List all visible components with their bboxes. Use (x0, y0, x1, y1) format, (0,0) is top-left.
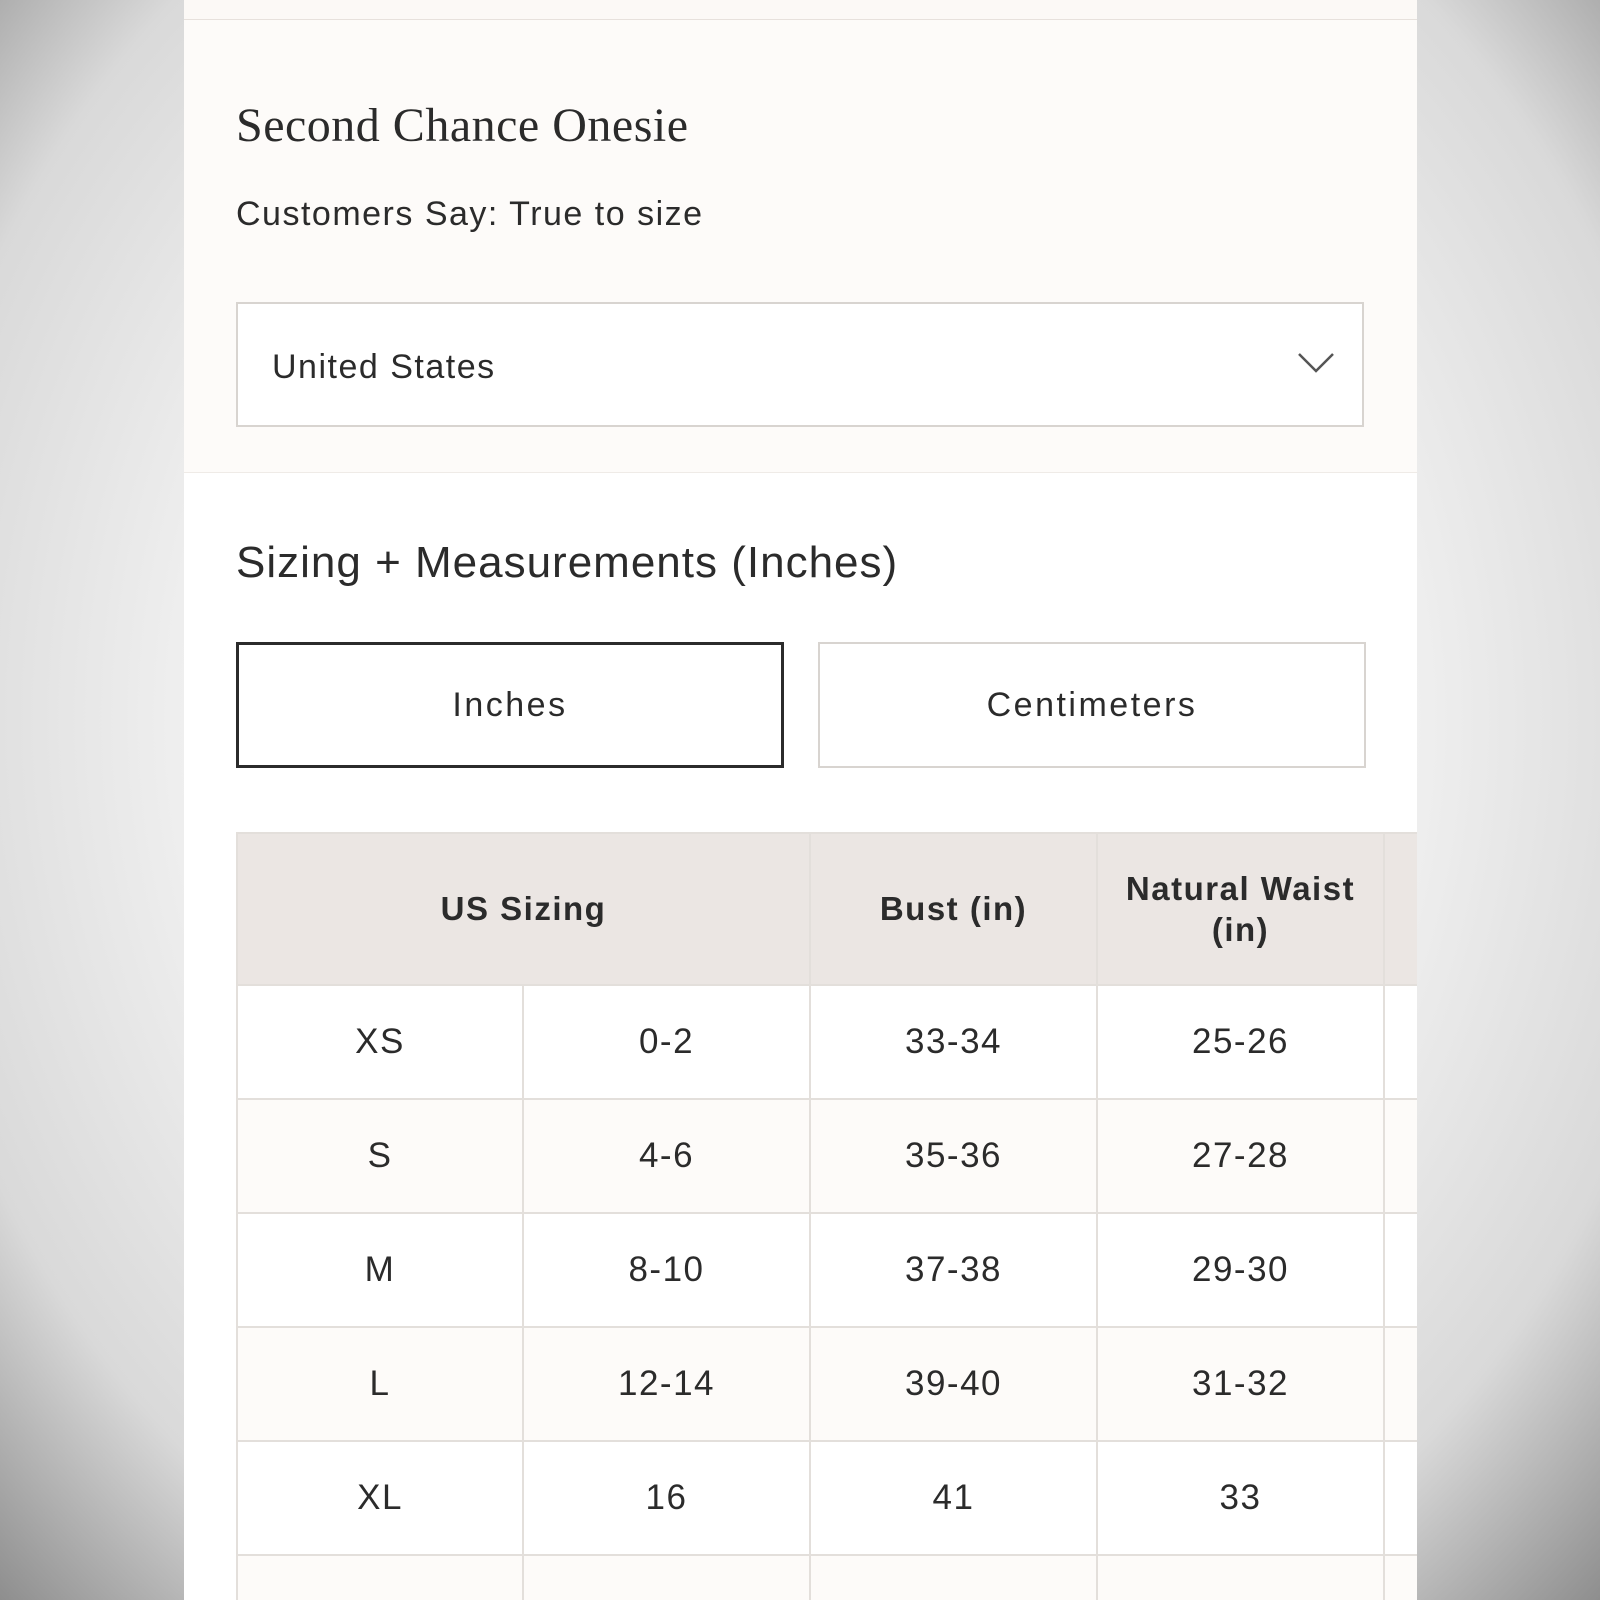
next-column-cell (1384, 985, 1417, 1099)
table-header-row (237, 833, 1417, 985)
table-row-partial (237, 1555, 1417, 1600)
size-cell: M (237, 1213, 523, 1327)
header-next-column (1384, 833, 1417, 985)
bust-cell: 41 (810, 1441, 1097, 1555)
waist-cell: 31-32 (1097, 1327, 1384, 1441)
next-column-cell (1384, 1213, 1417, 1327)
us-size-cell (523, 1555, 810, 1600)
bust-cell: 35-36 (810, 1099, 1097, 1213)
header-us-sizing: US Sizing (237, 833, 810, 985)
bust-cell: 37-38 (810, 1213, 1097, 1327)
table-row (237, 985, 1417, 1099)
table-row (237, 1213, 1417, 1327)
chevron-down-icon (1296, 342, 1336, 382)
bust-cell: 39-40 (810, 1327, 1097, 1441)
size-cell: S (237, 1099, 523, 1213)
us-size-cell: 16 (523, 1441, 810, 1555)
us-size-cell: 4-6 (523, 1099, 810, 1213)
bust-cell: 33-34 (810, 985, 1097, 1099)
country-select-value: United States (272, 348, 496, 386)
us-size-cell: 8-10 (523, 1213, 810, 1327)
inches-button[interactable]: Inches (236, 642, 784, 768)
centimeters-button[interactable]: Centimeters (818, 642, 1366, 768)
waist-cell: 29-30 (1097, 1213, 1384, 1327)
bust-cell (810, 1555, 1097, 1600)
table-row (237, 1441, 1417, 1555)
top-divider (184, 0, 1417, 20)
sizing-title: Sizing + Measurements (Inches) (236, 538, 899, 587)
size-cell (237, 1555, 523, 1600)
size-cell: XS (237, 985, 523, 1099)
header-natural-waist: Natural Waist (in) (1097, 833, 1384, 985)
header-bust: Bust (in) (810, 833, 1097, 985)
size-cell: L (237, 1327, 523, 1441)
country-select[interactable] (236, 302, 1364, 427)
next-column-cell (1384, 1555, 1417, 1600)
waist-cell (1097, 1555, 1384, 1600)
us-size-cell: 12-14 (523, 1327, 810, 1441)
next-column-cell (1384, 1327, 1417, 1441)
fit-note: Customers Say: True to size (236, 195, 704, 233)
size-table (236, 832, 1417, 1600)
waist-cell: 27-28 (1097, 1099, 1384, 1213)
next-column-cell (1384, 1441, 1417, 1555)
table-row (237, 1327, 1417, 1441)
waist-cell: 25-26 (1097, 985, 1384, 1099)
product-fit-section (184, 20, 1417, 473)
product-title: Second Chance Onesie (236, 99, 689, 152)
us-size-cell: 0-2 (523, 985, 810, 1099)
size-guide-panel (184, 0, 1417, 1600)
size-cell: XL (237, 1441, 523, 1555)
next-column-cell (1384, 1099, 1417, 1213)
table-row (237, 1099, 1417, 1213)
waist-cell: 33 (1097, 1441, 1384, 1555)
